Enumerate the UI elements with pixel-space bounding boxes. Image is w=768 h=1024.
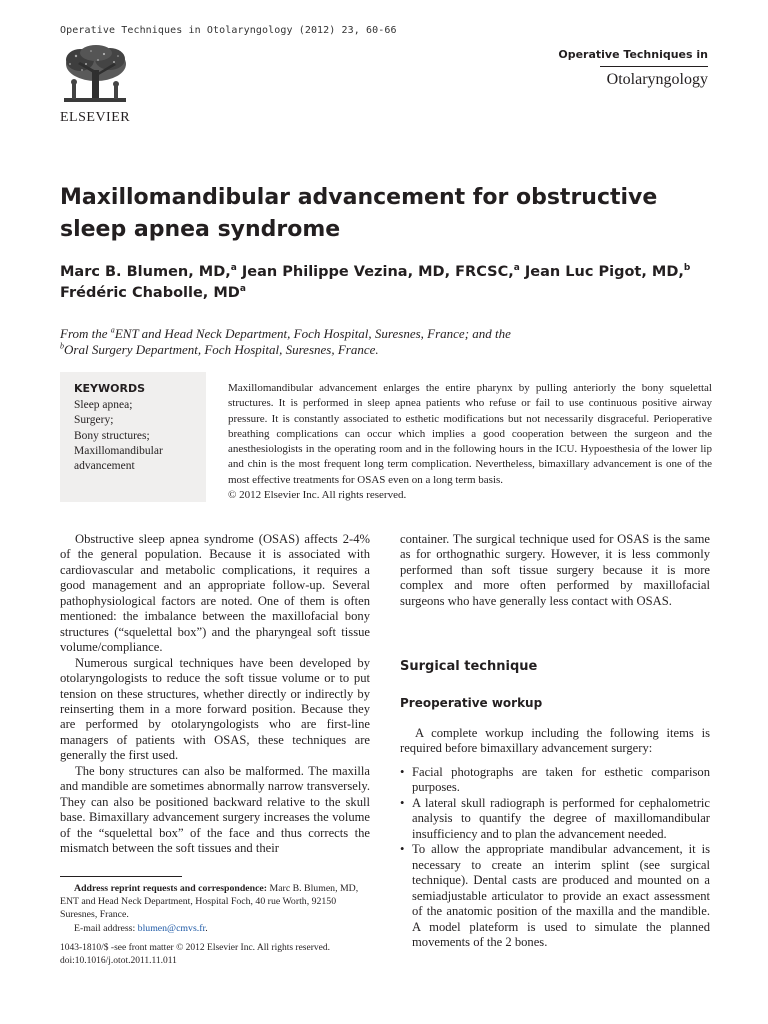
footnote-rule [60, 876, 182, 877]
body-paragraph: container. The surgical technique used for OSAS is the same as for orthognathic surgery. However, it is less commonly performed than soft tissue surgery because it is more complex and more often performed by maxillofacial surgeons who have generally less contact with OSAS. [400, 532, 710, 608]
section-heading: Surgical technique [400, 659, 538, 674]
keyword-item: Maxillomandibular advancement [74, 444, 163, 473]
front-matter-copyright: 1043-1810/$ -see front matter © 2012 Elsevier Inc. All rights reserved. doi:10.1016/j.otot.2011.11.011 [60, 942, 380, 968]
workup-bullet-list [400, 765, 710, 950]
author-list [60, 262, 720, 304]
keyword-item: Bony structures; [74, 429, 150, 442]
body-paragraph: A complete workup including the following items is required before bimaxillary advancement surgery: [400, 726, 710, 756]
journal-title-rule [600, 66, 708, 67]
body-column-right [400, 532, 710, 609]
doi: doi:10.1016/j.otot.2011.11.011 [60, 956, 177, 966]
list-item: • A lateral skull radiograph is performed for cephalometric analysis to quantify the degree of maxillomandibular insufficiency and to plan the advancement needed. [400, 795, 710, 841]
author-4: Frédéric Chabolle, $MD^a$ [60, 284, 246, 301]
abstract [228, 381, 712, 503]
keyword-item: Sleep apnea; [74, 399, 133, 411]
publisher-name: ELSEVIER [60, 110, 131, 125]
author-1: Marc B. Blumen, MD,$^a$ [60, 263, 237, 280]
keywords-list [74, 398, 204, 474]
subsection-heading: Preoperative workup [400, 696, 543, 710]
workup-intro [400, 726, 710, 757]
author-2: Jean Philippe Vezina, MD, FRCSC,$^a$ [241, 263, 520, 280]
body-paragraph: The bony structures can also be malformed. The maxilla and mandible are sometimes abnormally narrow transversely. They can also be positioned backward relative to the skull base. Bimaxillary advancement surgery increases the volume of the “squelettal box” of the face and thus corrects the mismatch between the soft tissues and their [60, 763, 370, 856]
article-title: Maxillomandibular advancement for obstructive sleep apnea syndrome [60, 185, 658, 242]
body-paragraph: Obstructive sleep apnea syndrome (OSAS) affects 2-4% of the general population. Because it is associated with cardiovascular and metabolic complications, it requires a good management and an appropriate follow-up. Several pathophysiological factors are noted. One of them is often mentioned: the imbalance between the maxillofacial bony structures (“squelettal box”) and the pharyngeal soft tissue volume/compliance. [60, 532, 370, 655]
keyword-item: Surgery; [74, 414, 114, 427]
author-3: Jean Luc Pigot, MD,$^b$ [524, 263, 691, 280]
body-paragraph: Numerous surgical techniques have been developed by otolaryngologists to reduce the soft tissue volume or to put tension on these structures, whether directly or indirectly by reinserting them in a more forward position. Because they are performed by otolaryngologists who are first-line managers of patients with OSAS, these techniques are generally the first used. [60, 655, 370, 763]
abstract-copyright: © 2012 Elsevier Inc. All rights reserved. [228, 489, 407, 502]
journal-title-line2: Otolaryngology [606, 71, 708, 88]
journal-reference: Operative Techniques in Otolaryngology (2012) 23, 60-66 [60, 25, 397, 36]
keywords-heading: KEYWORDS [74, 382, 146, 395]
email-link[interactable]: blumen@cmvs.fr [137, 922, 206, 934]
correspondence-footnote: Address reprint requests and correspondence: Marc B. Blumen, MD, ENT and Head Neck Department, Hospital Foch, 40 rue Worth, 92150 Suresnes, France. E-mail address: blumen@cmvs.fr. [60, 883, 359, 934]
list-item: • To allow the appropriate mandibular advancement, it is necessary to create an interim splint (see surgical technique). Dental casts are produced and mounted on a semiadjustable articulator to provide an exact assessment of the anatomic position of the maxilla and the mandible. A model plateform is used to simulate the planned movements of the 2 bones. [400, 842, 710, 949]
body-column-left [60, 532, 370, 857]
list-item: • Facial photographs are taken for esthetic comparison purposes. [400, 765, 710, 795]
abstract-text: Maxillomandibular advancement enlarges the entire pharynx by pulling anteriorly the bony squelettal structures. It is performed in sleep apnea patients who refuse or fail to use continuous positive airway pressure. It is constantly associated to esthetic modifications but not necessarily disgraceful. Perioperative breathing complications can occur which implies a good cooperation between the surgeon and the anesthesiologists in the operating room and in the following hours in the ICU. Hypoesthesia of the lower lip and chin is the most frequent long term complication. Nevertheless, bimaxillary advancement is one of the most effective treatments for OSAS even on a long term basis. [228, 382, 712, 486]
affiliations: From the $^a$ENT and Head Neck Department, Foch Hospital, Suresnes, France; and the $^b$Oral Surgery Department, Foch Hospital, Suresnes, France. [60, 325, 511, 357]
elsevier-tree-logo [58, 44, 132, 108]
journal-title-line1: Operative Techniques in [558, 48, 708, 61]
